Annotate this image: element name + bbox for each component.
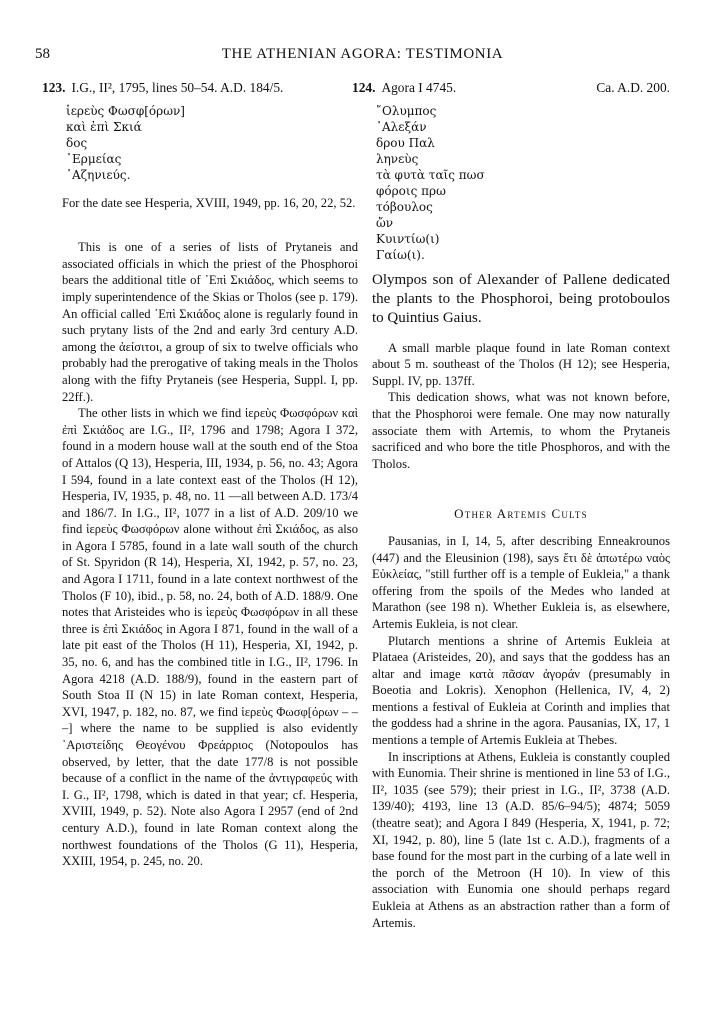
running-head: THE ATHENIAN AGORA: TESTIMONIA: [221, 46, 504, 62]
entry-date: Ca. A.D. 200.: [596, 80, 670, 95]
inscription-line: ληνεὺς: [376, 151, 419, 166]
inscription-line: καὶ ἐπὶ Σκιά: [66, 119, 142, 134]
inscription-line: ὤν: [376, 215, 394, 230]
inscription-line: φόροις πρω: [376, 183, 446, 198]
inscription-text: [62, 103, 358, 183]
inscription-line: ῎Ολυμπος: [376, 103, 437, 118]
inscription-line: δρου Παλ: [376, 135, 435, 150]
section-heading: Other Artemis Cults: [454, 506, 588, 522]
inscription-line: τὰ φυτὰ ταῖς πωσ: [376, 167, 485, 182]
entry-124-heading: [352, 80, 670, 97]
section-paragraph: Plutarch mentions a shrine of Artemis Eukleia at Plataea (Aristeides, 20), and says that the goddess has an altar and image κατὰ πᾶσαν ἀγοράν (presumably in Boeotia and Lokris). Xenophon (Hellenica, IV, 4, 2) mentions a festival of Eukleia at Corinth and implies that the goddess had a shrine in the agora. Pausanias, IX, 17, 1 mentions a temple of Artemis Eukleia at Thebes.: [372, 633, 670, 748]
inscription-text: [372, 103, 670, 263]
entry-number: 124.: [352, 80, 376, 95]
inscription-line: ἱερεὺς Φωσφ[όρων]: [66, 103, 185, 118]
inscription-line: τόβουλος: [376, 199, 433, 214]
section-paragraph: In inscriptions at Athens, Eukleia is constantly coupled with Eunomia. Their shrine is mentioned in line 53 of I.G., II², 1035 (see 579); their priest in I.G., II², 3738 (A.D. 139/40); 4193, line 13 (A.D. 85/6–94/5); 4874; 5059 (theatre seat); and Agora I 849 (Hesperia, X, 1941, p. 72; XI, 1942, p. 80), line 5 (late 1st c. A.D.), fragments of a base found for the most part in the curbing of a late well in the porch of the Metroon (H 10). In view of this association with Eunomia one should perhaps regard Eukleia at Athens as an abstraction rather than a form of Artemis.: [372, 749, 670, 930]
inscription-line: Κυιντίω(ι): [376, 231, 440, 246]
commentary-paragraph: This is one of a series of lists of Prytaneis and associated officials in which the priest of the Phosphoroi bears the additional title of ᾿Επὶ Σκιάδος, which seems to imply superintendence of the Skias or Tholos (see p. 179). An official called ᾿Επὶ Σκιάδος alone is regularly found in such prytany lists of the 2nd and early 3rd century A.D. among the ἀείσιτοι, a group of six to twelve officials who probably had the prerogative of taking meals in the Tholos along with the fifty Prytaneis (see Hesperia, Suppl. I, pp. 22ff.).: [62, 240, 358, 404]
section-paragraph: Pausanias, in I, 14, 5, after describing Enneakrounos (447) and the Eleusinion (198), says ἔτι δὲ ἀπωτέρω ναὸς Εὐκλείας, "still further off is a temple of Eukleia," a thank offering from the spoils of the Medes who landed at Marathon (see 198 n). Whether Eukleia is, as elsewhere, Artemis Eukleia, is not clear.: [372, 533, 670, 631]
inscription-line: ᾿Αλεξάν: [376, 119, 427, 134]
entry-number: 123.: [42, 80, 66, 95]
commentary-paragraph: This dedication shows, what was not known before, that the Phosphoroi were female. One may now naturally associate them with Artemis, to whom the Prytaneis sacrificed and who bore the title Phosphoros, and with the Tholos.: [372, 390, 670, 471]
date-note: For the date see Hesperia, XVIII, 1949, pp. 16, 20, 22, 52.: [62, 195, 356, 210]
entry-123-heading: [42, 80, 358, 97]
commentary-paragraph: A small marble plaque found in late Roman context about 5 m. southeast of the Tholos (H 12); see Hesperia, Suppl. IV, pp. 137ff.: [372, 340, 670, 388]
entry-reference: Agora I 4745.: [381, 80, 457, 95]
inscription-line: ᾿Αζηνιεύς.: [66, 167, 131, 182]
inscription-line: Γαίω(ι).: [376, 247, 425, 262]
entry-reference: I.G., II², 1795, lines 50–54. A.D. 184/5.: [71, 80, 284, 95]
left-column: [42, 80, 358, 870]
right-column: [352, 80, 670, 931]
commentary-paragraph: The other lists in which we find ἱερεὺς Φωσφόρων καὶ ἐπὶ Σκιάδος are I.G., II², 1796 and 1798; Agora I 372, found in a modern house wall at the south end of the Stoa of Attalos (Q 13), Hesperia, III, 1934, p. 56, no. 43; Agora I 594, found in a late context east of the Tholos (H 12), Hesperia, IV, 1935, p. 48, no. 11 —all between A.D. 173/4 and 186/7. In I.G., II², 1077 in a list of A.D. 209/10 we find ἱερεὺς Φωσφόρων alone without ἐπὶ Σκιάδος, as also in Agora I 5785, found in a late wall south of the church of St. Spyridon (R 14), Hesperia, XI, 1942, p. 57, no. 23, and Agora I 1711, found in a late context northwest of the Tholos (F 10), ibid., p. 58, no. 24, both of A.D. 188/9. One notes that Aristeides who is ἱερεὺς Φωσφόρων in all these three is ἐπὶ Σκιάδος in Agora I 871, found in the wall of a late pit east of the Tholos (H 11), Hesperia, XI, 1942, p. 35, no. 6, and has the combined title in I.G., II², 1796. In Agora 4218 (A.D. 188/9), found in the eastern part of South Stoa II (N 15) in late Roman context, Hesperia, XVI, 1947, p. 182, no. 87, we find ἱερεὺς Φωσφ[όρων – – –] where the name to be supplied is also evidently ᾿Αριστείδης Θεογένου Φρεάρριος (Notopoulos has observed, by letter, that the date 177/8 is not possible because of a conflict in the name of the ἀντιγραφεύς with I. G., II², 1798, which is dated in that year; cf. Hesperia, XVIII, 1949, p. 52). Note also Agora I 2957 (end of 2nd century A.D.), found in late Roman context along the northwest foundations of the Tholos (G 11), Hesperia, XXIII, 1954, p. 245, no. 20.: [62, 406, 358, 869]
inscription-line: ῾Ερμείας: [66, 151, 122, 166]
inscription-line: δος: [66, 135, 88, 150]
page-number: 58: [35, 46, 50, 62]
translation: Olympos son of Alexander of Pallene dedicated the plants to the Phosphoroi, being protoboulos to Quintius Gaius.: [372, 271, 670, 326]
